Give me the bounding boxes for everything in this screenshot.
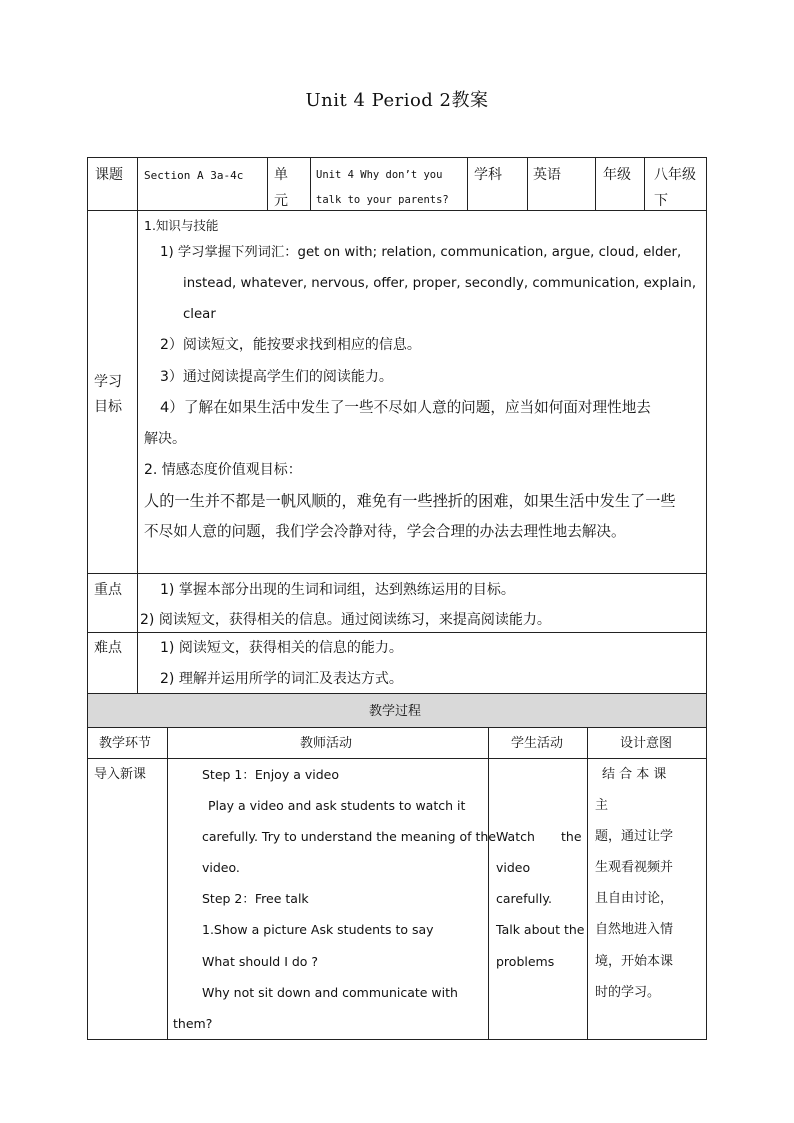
process-stage-cell (87, 758, 168, 1040)
student-line: the (561, 829, 582, 844)
cell-topic-label (87, 157, 138, 211)
difficulties-line-2: 2) 理解并运用所学的词汇及表达方式。 (160, 671, 403, 687)
objectives-heading-attitude: 2. 情感态度价值观目标： (144, 462, 302, 478)
objectives-heading-knowledge: 1.知识与技能 (144, 218, 219, 233)
cell-subject-label (467, 157, 528, 211)
teacher-line: What should I do ? (202, 954, 319, 969)
col-header-student: 学生活动 (511, 736, 564, 751)
objectives-item-3: 3）通过阅读提高学生们的阅读能力。 (160, 369, 393, 385)
teacher-line: Step 2：Free talk (202, 891, 309, 906)
objectives-label-1: 学习 (94, 374, 122, 390)
process-stage: 导入新课 (94, 767, 147, 782)
difficulties-line-1: 1) 阅读短文，获得相关的信息的能力。 (160, 640, 403, 656)
student-line: Watch (496, 829, 535, 844)
subject-label: 学科 (474, 167, 502, 183)
objectives-vocab-line-3: clear (183, 307, 216, 322)
objectives-label-2: 目标 (94, 399, 122, 415)
objectives-item-2: 2）阅读短文，能按要求找到相应的信息。 (160, 337, 421, 353)
teacher-line: them? (173, 1016, 213, 1031)
grade-label: 年级 (603, 167, 631, 183)
student-line: video (496, 860, 531, 875)
teacher-line: Why not sit down and communicate with (202, 985, 458, 1000)
objectives-vocab-line-1: 1) 学习掌握下列词汇：get on with; relation, communication, argue, cloud, elder, (160, 245, 682, 260)
topic-label: 课题 (95, 167, 123, 183)
student-line: Talk about the (496, 922, 585, 937)
grade-value-line-1: 八年级 (654, 167, 696, 183)
subject-value: 英语 (533, 167, 561, 183)
intent-line: 主 (595, 798, 609, 813)
intent-line: 时的学习。 (595, 985, 661, 1000)
grade-value-line-2: 下 (654, 193, 668, 209)
intent-line: 生观看视频并 (595, 860, 674, 875)
unit-value-line-2: talk to your parents? (316, 194, 449, 206)
objectives-attitude-line-1: 人的一生并不都是一帆风顺的，难免有一些挫折的困难，如果生活中发生了一些 (144, 492, 676, 510)
student-line: carefully. (496, 891, 552, 906)
document-title: Unit 4 Period 2教案 (305, 90, 489, 111)
teacher-line: Play a video and ask students to watch it (208, 798, 466, 813)
objectives-item-4-line-1: 4）了解在如果生活中发生了一些不尽如人意的问题，应当如何面对理性地去 (160, 399, 651, 416)
key-points-line-1: 1) 掌握本部分出现的生词和词组，达到熟练运用的目标。 (160, 582, 515, 598)
unit-value-line-1: Unit 4 Why don’t you (316, 169, 443, 181)
col-header-teacher: 教师活动 (300, 736, 353, 751)
unit-label-1: 单 (274, 167, 288, 183)
col-header-intent: 设计意图 (620, 736, 673, 751)
unit-label-2: 元 (274, 193, 288, 209)
topic-value: Section A 3a-4c (144, 169, 244, 182)
intent-line: 结 合 本 课 (602, 767, 667, 782)
intent-line: 且自由讨论， (595, 891, 674, 906)
key-points-line-2: 2) 阅读短文，获得相关的信息。通过阅读练习，来提高阅读能力。 (140, 612, 551, 628)
objectives-item-4-line-2: 解决。 (144, 431, 186, 447)
cell-topic-value (137, 157, 268, 211)
cell-grade-label (595, 157, 645, 211)
intent-line: 自然地进入情 (595, 922, 674, 937)
intent-line: 境，开始本课 (595, 954, 674, 969)
teacher-line: Step 1：Enjoy a video (202, 767, 339, 782)
key-points-label: 重点 (94, 582, 122, 598)
objectives-attitude-line-2: 不尽如人意的问题，我们学会冷静对待，学会合理的办法去理性地去解决。 (144, 523, 626, 540)
objectives-vocab-line-2: instead, whatever, nervous, offer, proper, secondly, communication, explain, (183, 276, 697, 291)
process-header: 教学过程 (369, 704, 422, 719)
difficulties-label: 难点 (94, 640, 122, 656)
intent-line: 题，通过让学 (595, 829, 674, 844)
cell-objectives-label (87, 210, 138, 574)
cell-subject-value (527, 157, 596, 211)
teacher-line: carefully. Try to understand the meaning of the (202, 829, 497, 844)
col-header-stage: 教学环节 (99, 736, 152, 751)
teacher-line: 1.Show a picture Ask students to say (202, 922, 434, 937)
cell-objectives-content (137, 210, 707, 574)
student-line: problems (496, 954, 555, 969)
teacher-line: video. (202, 860, 240, 875)
